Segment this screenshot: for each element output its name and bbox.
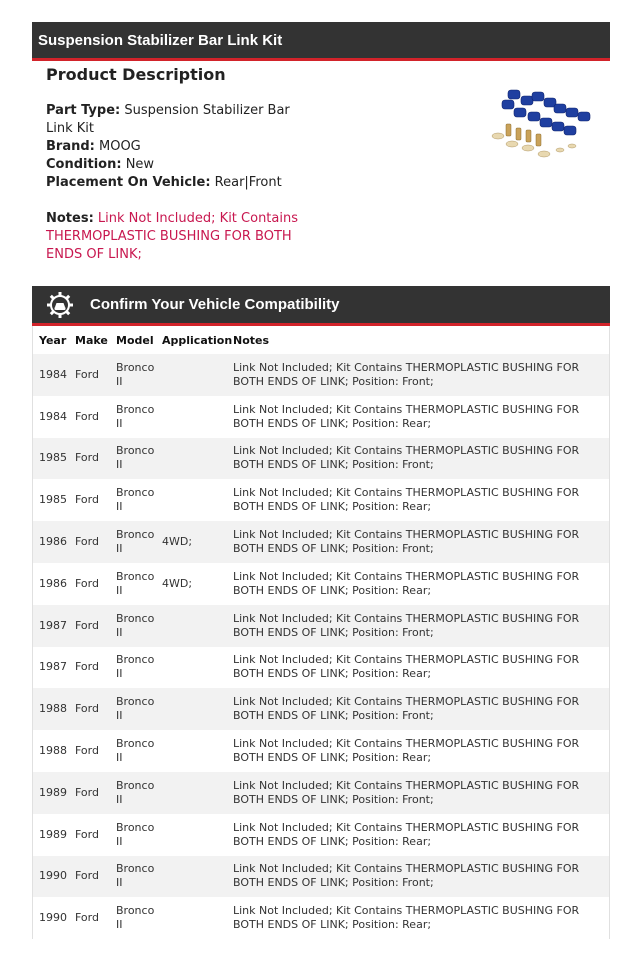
table-row xyxy=(33,856,609,898)
cell-application: 4WD; xyxy=(156,563,227,605)
cell-model: Bronco II xyxy=(110,688,156,730)
cell-year: 1988 xyxy=(33,730,69,772)
cell-application: 4WD; xyxy=(156,521,227,563)
product-title: Suspension Stabilizer Bar Link Kit xyxy=(38,31,283,49)
cell-year: 1988 xyxy=(33,688,69,730)
cell-notes: Link Not Included; Kit Contains THERMOPLASTIC BUSHING FOR BOTH ENDS OF LINK; Position: Rear; xyxy=(227,479,609,521)
cell-year: 1990 xyxy=(33,856,69,898)
notes-label: Notes: xyxy=(46,211,94,226)
cell-make: Ford xyxy=(69,563,110,605)
cell-make: Ford xyxy=(69,688,110,730)
compatibility-bar xyxy=(32,286,610,326)
cell-model: Bronco II xyxy=(110,354,156,396)
part-type-value: Suspension Stabilizer Bar Link Kit xyxy=(46,103,290,136)
compatibility-table xyxy=(33,326,609,939)
col-header-model: Model xyxy=(116,333,154,347)
cell-make: Ford xyxy=(69,772,110,814)
cell-model: Bronco II xyxy=(110,438,156,480)
cell-year: 1985 xyxy=(33,479,69,521)
table-row xyxy=(33,730,609,772)
cell-notes: Link Not Included; Kit Contains THERMOPLASTIC BUSHING FOR BOTH ENDS OF LINK; Position: Rear; xyxy=(227,396,609,438)
table-row xyxy=(33,814,609,856)
compatibility-title: Confirm Your Vehicle Compatibility xyxy=(90,296,340,313)
cell-model: Bronco II xyxy=(110,563,156,605)
cell-model: Bronco II xyxy=(110,521,156,563)
cell-notes: Link Not Included; Kit Contains THERMOPLASTIC BUSHING FOR BOTH ENDS OF LINK; Position: Front; xyxy=(227,438,609,480)
part-type-label: Part Type: xyxy=(46,103,121,118)
cell-model: Bronco II xyxy=(110,396,156,438)
cell-model: Bronco II xyxy=(110,897,156,939)
cell-notes: Link Not Included; Kit Contains THERMOPLASTIC BUSHING FOR BOTH ENDS OF LINK; Position: Rear; xyxy=(227,647,609,689)
cell-application xyxy=(156,772,227,814)
table-row xyxy=(33,897,609,939)
placement-row xyxy=(46,174,306,192)
compatibility-table-wrap xyxy=(32,326,610,939)
cell-make: Ford xyxy=(69,354,110,396)
cell-make: Ford xyxy=(69,730,110,772)
table-header-row xyxy=(33,326,609,354)
condition-value: New xyxy=(125,157,155,172)
cell-notes: Link Not Included; Kit Contains THERMOPLASTIC BUSHING FOR BOTH ENDS OF LINK; Position: Front; xyxy=(227,772,609,814)
cell-make: Ford xyxy=(69,396,110,438)
col-header-make: Make xyxy=(75,333,108,347)
cell-make: Ford xyxy=(69,897,110,939)
cell-make: Ford xyxy=(69,479,110,521)
description-heading: Product Description xyxy=(46,65,226,84)
cell-year: 1985 xyxy=(33,438,69,480)
cell-model: Bronco II xyxy=(110,730,156,772)
cell-year: 1990 xyxy=(33,897,69,939)
cell-application xyxy=(156,605,227,647)
placement-label: Placement On Vehicle: xyxy=(46,175,211,190)
table-body xyxy=(33,354,609,939)
cell-application xyxy=(156,730,227,772)
cell-year: 1989 xyxy=(33,772,69,814)
col-header-notes: Notes xyxy=(233,333,270,347)
table-row xyxy=(33,688,609,730)
condition-label: Condition: xyxy=(46,157,122,172)
car-gear-icon xyxy=(40,285,80,325)
table-row xyxy=(33,772,609,814)
part-type-row xyxy=(46,102,306,138)
cell-year: 1986 xyxy=(33,563,69,605)
cell-year: 1987 xyxy=(33,647,69,689)
product-image xyxy=(488,84,606,164)
cell-application xyxy=(156,396,227,438)
cell-year: 1984 xyxy=(33,396,69,438)
brand-row xyxy=(46,138,306,156)
cell-make: Ford xyxy=(69,605,110,647)
condition-row xyxy=(46,156,306,174)
placement-value: Rear|Front xyxy=(214,175,282,190)
cell-application xyxy=(156,438,227,480)
cell-notes: Link Not Included; Kit Contains THERMOPLASTIC BUSHING FOR BOTH ENDS OF LINK; Position: Rear; xyxy=(227,897,609,939)
cell-notes: Link Not Included; Kit Contains THERMOPLASTIC BUSHING FOR BOTH ENDS OF LINK; Position: Front; xyxy=(227,354,609,396)
brand-value: MOOG xyxy=(99,139,141,154)
cell-make: Ford xyxy=(69,856,110,898)
cell-model: Bronco II xyxy=(110,605,156,647)
cell-model: Bronco II xyxy=(110,814,156,856)
brand-label: Brand: xyxy=(46,139,95,154)
cell-notes: Link Not Included; Kit Contains THERMOPLASTIC BUSHING FOR BOTH ENDS OF LINK; Position: Rear; xyxy=(227,814,609,856)
table-row xyxy=(33,479,609,521)
cell-notes: Link Not Included; Kit Contains THERMOPLASTIC BUSHING FOR BOTH ENDS OF LINK; Position: Rear; xyxy=(227,730,609,772)
cell-make: Ford xyxy=(69,521,110,563)
cell-notes: Link Not Included; Kit Contains THERMOPLASTIC BUSHING FOR BOTH ENDS OF LINK; Position: Front; xyxy=(227,605,609,647)
cell-notes: Link Not Included; Kit Contains THERMOPLASTIC BUSHING FOR BOTH ENDS OF LINK; Position: Front; xyxy=(227,688,609,730)
table-row xyxy=(33,521,609,563)
cell-make: Ford xyxy=(69,438,110,480)
cell-make: Ford xyxy=(69,814,110,856)
table-row xyxy=(33,647,609,689)
product-title-bar xyxy=(32,22,610,61)
cell-notes: Link Not Included; Kit Contains THERMOPLASTIC BUSHING FOR BOTH ENDS OF LINK; Position: Front; xyxy=(227,856,609,898)
cell-year: 1987 xyxy=(33,605,69,647)
table-row xyxy=(33,396,609,438)
table-row xyxy=(33,438,609,480)
cell-application xyxy=(156,479,227,521)
cell-model: Bronco II xyxy=(110,647,156,689)
notes-row xyxy=(46,210,306,264)
table-row xyxy=(33,605,609,647)
cell-application xyxy=(156,647,227,689)
cell-make: Ford xyxy=(69,647,110,689)
cell-application xyxy=(156,814,227,856)
cell-year: 1989 xyxy=(33,814,69,856)
product-description xyxy=(46,64,306,264)
cell-model: Bronco II xyxy=(110,479,156,521)
cell-year: 1984 xyxy=(33,354,69,396)
notes-value: Link Not Included; Kit Contains THERMOPLASTIC BUSHING FOR BOTH ENDS OF LINK; xyxy=(46,211,298,262)
cell-notes: Link Not Included; Kit Contains THERMOPLASTIC BUSHING FOR BOTH ENDS OF LINK; Position: Front; xyxy=(227,521,609,563)
cell-application xyxy=(156,897,227,939)
col-header-year: Year xyxy=(39,333,67,347)
cell-application xyxy=(156,354,227,396)
cell-notes: Link Not Included; Kit Contains THERMOPLASTIC BUSHING FOR BOTH ENDS OF LINK; Position: Rear; xyxy=(227,563,609,605)
cell-model: Bronco II xyxy=(110,856,156,898)
cell-year: 1986 xyxy=(33,521,69,563)
col-header-application: Application xyxy=(162,333,233,347)
table-row xyxy=(33,563,609,605)
cell-model: Bronco II xyxy=(110,772,156,814)
cell-application xyxy=(156,688,227,730)
cell-application xyxy=(156,856,227,898)
table-row xyxy=(33,354,609,396)
